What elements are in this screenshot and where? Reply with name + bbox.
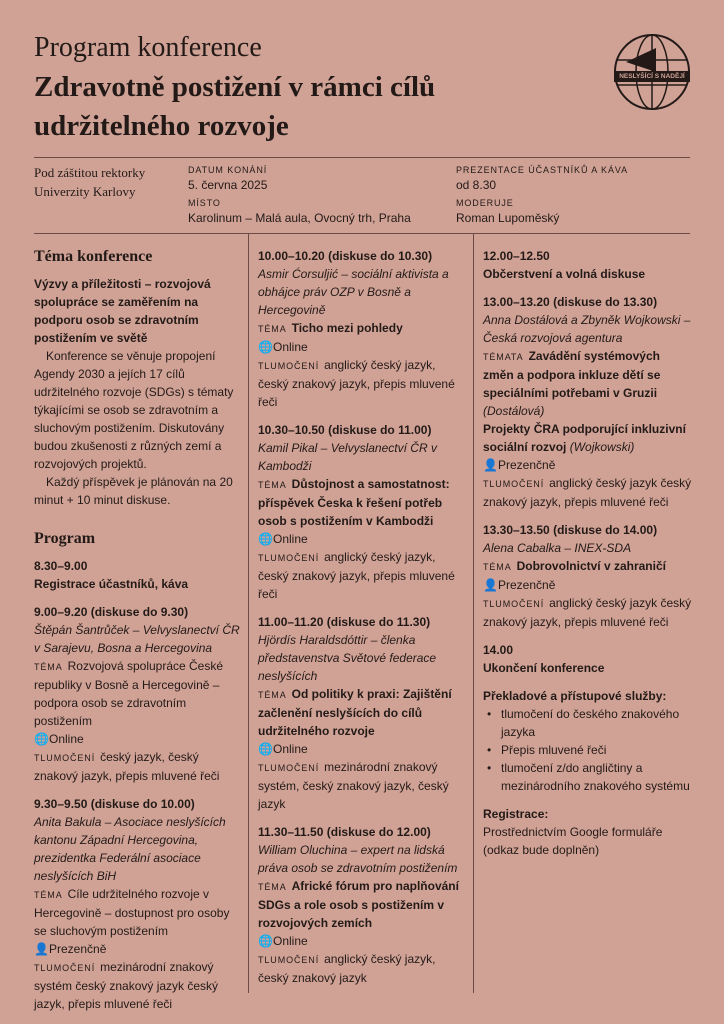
person-icon: 👤 xyxy=(34,942,49,956)
logo-text: NESLYŠÍCÍ S NADĚJÍ xyxy=(619,73,685,80)
session-11-00: 11.00–11.20 (diskuse do 11.30) Hjördís Haraldsdóttir – členka představenstva Světové federace neslyšících TÉMA Od politiky k praxi: Zajištění začlenění neslyšících do cílů udržitelného rozvoje 🌐Online TLUMOČENÍ mezinárodní znakový systém, český znakový jazyk, český jazyk xyxy=(258,615,452,811)
column-theme xyxy=(34,247,240,1023)
globe-icon: 🌐 xyxy=(258,742,273,756)
event-date: DATUM KONÁNÍ 5. června 2025 xyxy=(188,165,268,192)
person-icon: 👤 xyxy=(483,578,498,592)
registration: Registrace: Prostřednictvím Google formuláře (odkaz bude doplněn) xyxy=(483,807,663,857)
session-13-00: 13.00–13.20 (diskuse do 13.30) Anna Dostálová a Zbyněk Wojkowski – Česká rozvojová agentura TÉMATA Zavádění systémových změn a podpora inkluze dětí se speciálními potřebami v Gruzii (Dostálová) Projekty ČRA podporující inkluzivní sociální rozvoj (Wojkowski) 👤Prezenčně TLUMOČENÍ anglický český jazyk český znakový jazyk, přepis mluvené řeči xyxy=(483,295,692,509)
theme-paragraph: Konference se věnuje propojení Agendy 2030 a jejích 17 cílů udržitelného rozvoje (SDGs) s tématy týkajícími se osob se zdravotním a sluchovým postižením. Diskutovány budou zkušenosti z různých zemí a rozvojových projektů. xyxy=(34,349,234,471)
header-divider-top xyxy=(34,157,690,158)
column-sessions-afternoon xyxy=(483,247,693,869)
session-9-30: 9.30–9.50 (diskuse do 10.00) Anita Bakula – Asociace neslyšících kantonu Západní Hercegovina, prezidentka Federální asociace neslyšících BiH TÉMA Cíle udržitelného rozvoje v Hercegovině – dostupnost pro osoby se sluchovým postižením 👤Prezenčně TLUMOČENÍ mezinárodní znakový systém český znakový jazyk český jazyk, přepis mluvené řeči xyxy=(34,797,230,1011)
session-lunch: 12.00–12.50 Občerstvení a volná diskuse xyxy=(483,249,646,281)
column-divider-1 xyxy=(248,233,249,993)
service-item: • tlumočení do českého znakového jazyka xyxy=(483,705,693,741)
globe-icon: 🌐 xyxy=(258,340,273,354)
column-divider-2 xyxy=(473,233,474,993)
globe-icon: 🌐 xyxy=(34,732,49,746)
registration-time: PREZENTACE ÚČASTNÍKŮ A KÁVA od 8.30 xyxy=(456,165,629,192)
moderator: MODERUJE Roman Lupoměský xyxy=(456,198,560,225)
session-11-30: 11.30–11.50 (diskuse do 12.00) William Oluchina – expert na lidská práva osob se zdravotním postižením TÉMA Africké fórum pro naplňování SDGs a role osob s postižením v rozvojových zemích 🌐Online TLUMOČENÍ anglický český jazyk, český znakový jazyk xyxy=(258,825,459,985)
services: Překladové a přístupové služby: • tlumočení do českého znakového jazyka • Přepis mluvené řeči • tlumočení z/do angličtiny a mezinárodního znakového systému xyxy=(483,687,693,795)
title-kicker: Program konference xyxy=(34,32,262,63)
page-title: Zdravotně postižení v rámci cílů udržitelného rozvoje xyxy=(34,71,436,142)
session-registration: 8.30–9.00 Registrace účastníků, káva xyxy=(34,559,189,591)
service-item: • tlumočení z/do angličtiny a mezinárodního znakového systému xyxy=(483,759,693,795)
globe-logo-icon xyxy=(612,32,692,112)
theme-lead: Výzvy a příležitosti – rozvojová spolupráce se zaměřením na podporu osob se zdravotním postižením ve světě xyxy=(34,277,211,345)
person-icon: 👤 xyxy=(483,458,498,472)
theme-heading: Téma konference xyxy=(34,248,153,265)
session-9-00: 9.00–9.20 (diskuse do 9.30) Štěpán Šantrůček – Velvyslanectví ČR v Sarajevu, Bosna a Hercegovina TÉMA Rozvojová spolupráce České republiky v Bosně a Hercegovině – podpora osob se zdravotním postižením 🌐Online TLUMOČENÍ český jazyk, český znakový jazyk, přepis mluvené řeči xyxy=(34,605,240,783)
theme-note: Každý příspěvek je plánován na 20 minut + 10 minut diskuse. xyxy=(34,475,233,507)
event-place: MÍSTO Karolinum – Malá aula, Ovocný trh, Praha xyxy=(188,198,411,225)
globe-icon: 🌐 xyxy=(258,532,273,546)
session-13-30: 13.30–13.50 (diskuse do 14.00) Alena Cabalka – INEX-SDA TÉMA Dobrovolnictví v zahraničí 👤Prezenčně TLUMOČENÍ anglický český jazyk český znakový jazyk, přepis mluvené řeči xyxy=(483,523,692,629)
column-sessions-morning xyxy=(258,247,463,997)
session-10-00: 10.00–10.20 (diskuse do 10.30) Asmir Ćorsuljić – sociální aktivista a obhájce práv OZP v Bosně a Hercegovině TÉMA Ticho mezi pohledy 🌐Online TLUMOČENÍ anglický český jazyk, český znakový jazyk, přepis mluvené řeči xyxy=(258,249,455,409)
header-divider-bottom xyxy=(34,233,690,234)
session-10-30: 10.30–10.50 (diskuse do 11.00) Kamil Pikal – Velvyslanectví ČR v Kambodži TÉMA Důstojnost a samostatnost: příspěvek Česka k řešení potřeb osob s postižením v Kambodži 🌐Online TLUMOČENÍ anglický český jazyk, český znakový jazyk, přepis mluvené řeči xyxy=(258,423,455,601)
patronage: Pod záštitou rektorky Univerzity Karlovy xyxy=(34,165,146,199)
service-item: • Přepis mluvené řeči xyxy=(483,741,693,759)
globe-icon: 🌐 xyxy=(258,934,273,948)
session-closing: 14.00 Ukončení konference xyxy=(483,643,605,675)
program-heading: Program xyxy=(34,530,96,547)
